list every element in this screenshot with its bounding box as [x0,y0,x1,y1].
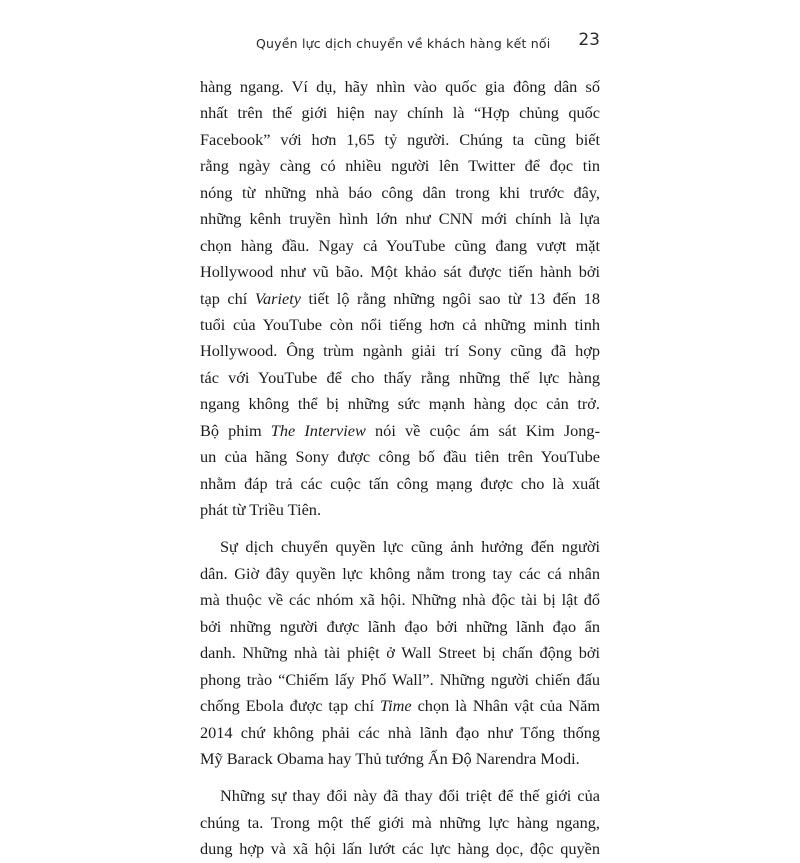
running-title: Quyền lực dịch chuyển về khách hàng kết nối [256,36,551,51]
text-line: phong trào “Chiếm lấy Phố Wall”. Những người chiến đấu [200,669,600,689]
paragraph-gap [200,523,600,534]
text-line: danh. Những nhà tài phiệt ở Wall Street bị chấn động bởi [200,643,600,663]
text-line: phát từ Triều Tiên. [200,500,322,519]
film-title-the-interview: The Interview [270,420,366,440]
paragraph-gap [200,772,600,783]
text-run: chống Ebola được tạp chí [200,696,380,716]
text-line: nóng từ những nhà báo công dân trong khi trước đây, [200,182,600,202]
paragraph [200,783,600,862]
text-run: chọn là Nhân vật của Năm [411,696,601,716]
text-line: chọn hàng đầu. Ngay cả YouTube cũng đang vượt mặt [200,235,600,255]
text-line: 2014 chứ không phải các nhà lãnh đạo như Tổng thống [200,722,600,742]
text-line: mà thuộc về các nhóm xã hội. Những nhà độc tài bị lật đổ [200,590,600,610]
paragraph [200,74,600,523]
text-line: tuổi của YouTube còn nổi tiếng hơn cả những minh tinh [200,314,600,334]
text-line: bởi những người được lãnh đạo bởi những lãnh đạo ẩn [200,616,600,636]
text-run: tạp chí [200,288,255,308]
text-line: dân. Giờ đây quyền lực không nằm trong tay các cá nhân [200,563,600,583]
text-run: Bộ phim [200,420,271,440]
page-number: 23 [578,30,600,50]
text-line: un của hãng Sony được công bố đầu tiên trên YouTube [200,447,600,467]
text-line [200,286,600,312]
text-line: Những sự thay đổi này đã thay đổi triệt để thế giới của [220,786,600,806]
body-text [200,74,600,863]
text-line: tác với YouTube để cho thấy rằng những thế lực hàng [200,367,600,387]
text-line: hàng ngang. Ví dụ, hãy nhìn vào quốc gia đông dân số [200,77,600,96]
text-run: tiết lộ rằng những ngôi sao từ 13 đến 18 [300,288,601,308]
text-line [200,418,600,444]
text-line: Hollywood như vũ bão. Một khảo sát được tiến hành bởi [200,262,600,282]
magazine-title-time: Time [379,696,412,716]
text-line: nhất trên thế giới hiện nay chính là “Hợp chủng quốc [200,103,600,123]
magazine-title-variety: Variety [254,288,301,308]
text-line: ngang không thể bị những sức mạnh hàng dọc cản trở. [200,394,600,414]
text-line [200,693,600,719]
text-line: những kênh truyền hình lớn như CNN mới chính là lựa [200,209,600,229]
paragraph [200,534,600,772]
text-line: Sự dịch chuyển quyền lực cũng ảnh hưởng đến người [220,537,600,557]
text-run: nói về cuộc ám sát Kim Jong- [365,420,600,440]
text-line: dung hợp và xã hội lấn lướt các lực hàng dọc, độc quyền [200,839,600,859]
running-head [200,30,600,58]
text-line: Facebook” với hơn 1,65 tỷ người. Chúng ta cũng biết [200,129,600,149]
text-line: rằng ngày càng có nhiều người lên Twitter để đọc tin [200,156,600,176]
text-line: chúng ta. Trong một thế giới mà những lực hàng ngang, [200,812,600,832]
text-line: nhằm đáp trả các cuộc tấn công mạng được cho là xuất [200,473,600,493]
text-line: Mỹ Barack Obama hay Thủ tướng Ấn Độ Narendra Modi. [200,748,580,768]
text-line: Hollywood. Ông trùm ngành giải trí Sony cũng đã hợp [200,341,600,361]
